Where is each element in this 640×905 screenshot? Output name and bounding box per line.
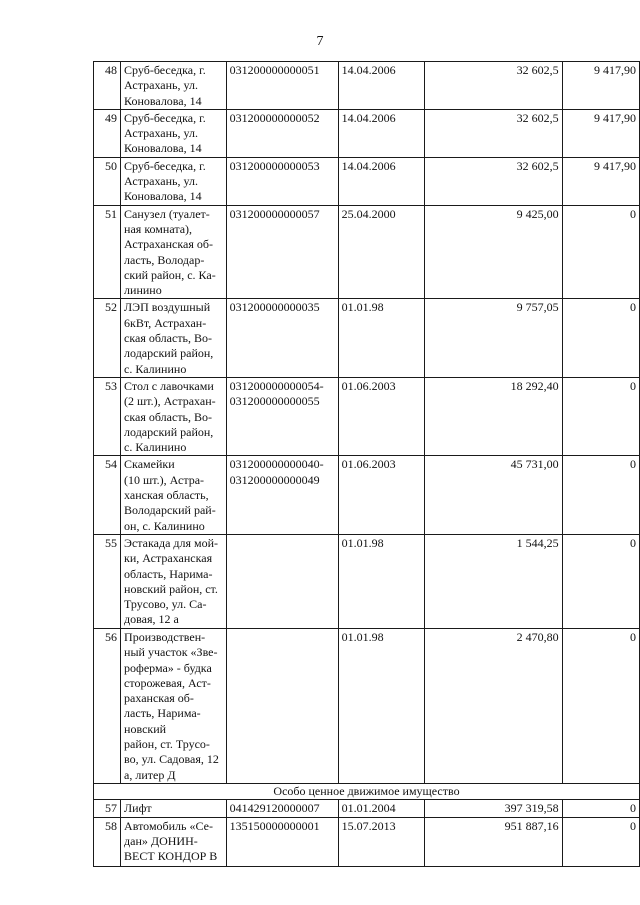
item-name: Скамейки (10 шт.), Астра- ханская область, Володарский рай- он, с. Калинино (121, 456, 227, 534)
book-value: 2 470,80 (425, 628, 562, 783)
item-name: Стол с лавочками (2 шт.), Астрахан- ская область, Во- лодарский район, с. Калинино (121, 377, 227, 455)
inventory-code: 041429120000007 (226, 800, 338, 817)
table-row (94, 299, 640, 377)
residual-value: 9 417,90 (562, 109, 639, 157)
residual-value: 0 (562, 800, 639, 817)
acquisition-date: 14.04.2006 (338, 157, 425, 205)
residual-value: 0 (562, 456, 639, 534)
inventory-code (226, 534, 338, 628)
table-row (94, 534, 640, 628)
acquisition-date: 01.06.2003 (338, 377, 425, 455)
acquisition-date: 01.01.98 (338, 299, 425, 377)
book-value: 1 544,25 (425, 534, 562, 628)
residual-value: 0 (562, 377, 639, 455)
row-number: 49 (94, 109, 121, 157)
acquisition-date: 01.01.98 (338, 628, 425, 783)
book-value: 32 602,5 (425, 62, 562, 110)
table-row (94, 800, 640, 817)
book-value: 45 731,00 (425, 456, 562, 534)
table-row (94, 109, 640, 157)
section-title: Особо ценное движимое имущество (94, 783, 640, 799)
table-row (94, 62, 640, 110)
residual-value: 9 417,90 (562, 62, 639, 110)
row-number: 52 (94, 299, 121, 377)
inventory-code: 031200000000040- 031200000000049 (226, 456, 338, 534)
item-name: Эстакада для мой- ки, Астраханская область, Нарима- новский район, ст. Трусово, ул. Са- довая, 12 а (121, 534, 227, 628)
row-number: 50 (94, 157, 121, 205)
book-value: 18 292,40 (425, 377, 562, 455)
item-name: Лифт (121, 800, 227, 817)
book-value: 397 319,58 (425, 800, 562, 817)
table-row (94, 205, 640, 299)
table-row (94, 456, 640, 534)
residual-value: 9 417,90 (562, 157, 639, 205)
item-name: Производствен- ный участок «Зве- роферма» - будка сторожевая, Аст- раханская об- ласть, Нарима- новский район, ст. Трусо- во, ул. Садовая, 12 а, литер Д (121, 628, 227, 783)
table-row (94, 377, 640, 455)
inventory-code: 031200000000051 (226, 62, 338, 110)
page-number: 7 (316, 34, 324, 49)
item-name: Сруб-беседка, г. Астрахань, ул. Коновалова, 14 (121, 62, 227, 110)
residual-value: 0 (562, 534, 639, 628)
item-name: Сруб-беседка, г. Астрахань, ул. Коновалова, 14 (121, 109, 227, 157)
item-name: Автомобиль «Се- дан» ДОНИН- ВЕСТ КОНДОР В (121, 817, 227, 866)
acquisition-date: 14.04.2006 (338, 109, 425, 157)
inventory-code (226, 628, 338, 783)
row-number: 56 (94, 628, 121, 783)
item-name: Санузел (туалет- ная комната), Астраханская об- ласть, Володар- ский район, с. Ка- линино (121, 205, 227, 299)
row-number: 48 (94, 62, 121, 110)
item-name: ЛЭП воздушный 6кВт, Астрахан- ская область, Во- лодарский район, с. Калинино (121, 299, 227, 377)
table-row (94, 628, 640, 783)
inventory-code: 031200000000053 (226, 157, 338, 205)
acquisition-date: 01.06.2003 (338, 456, 425, 534)
residual-value: 0 (562, 817, 639, 866)
property-table (93, 61, 640, 867)
inventory-code: 031200000000035 (226, 299, 338, 377)
section-row (94, 783, 640, 799)
acquisition-date: 01.01.98 (338, 534, 425, 628)
residual-value: 0 (562, 628, 639, 783)
table-body (94, 62, 640, 867)
inventory-code: 031200000000057 (226, 205, 338, 299)
residual-value: 0 (562, 299, 639, 377)
row-number: 54 (94, 456, 121, 534)
inventory-code: 135150000000001 (226, 817, 338, 866)
row-number: 51 (94, 205, 121, 299)
inventory-code: 031200000000052 (226, 109, 338, 157)
item-name: Сруб-беседка, г. Астрахань, ул. Коновалова, 14 (121, 157, 227, 205)
book-value: 32 602,5 (425, 109, 562, 157)
table-row (94, 817, 640, 866)
acquisition-date: 25.04.2000 (338, 205, 425, 299)
row-number: 58 (94, 817, 121, 866)
row-number: 55 (94, 534, 121, 628)
book-value: 951 887,16 (425, 817, 562, 866)
row-number: 53 (94, 377, 121, 455)
residual-value: 0 (562, 205, 639, 299)
acquisition-date: 15.07.2013 (338, 817, 425, 866)
inventory-code: 031200000000054- 031200000000055 (226, 377, 338, 455)
table-row (94, 157, 640, 205)
book-value: 9 757,05 (425, 299, 562, 377)
book-value: 32 602,5 (425, 157, 562, 205)
acquisition-date: 14.04.2006 (338, 62, 425, 110)
row-number: 57 (94, 800, 121, 817)
acquisition-date: 01.01.2004 (338, 800, 425, 817)
book-value: 9 425,00 (425, 205, 562, 299)
